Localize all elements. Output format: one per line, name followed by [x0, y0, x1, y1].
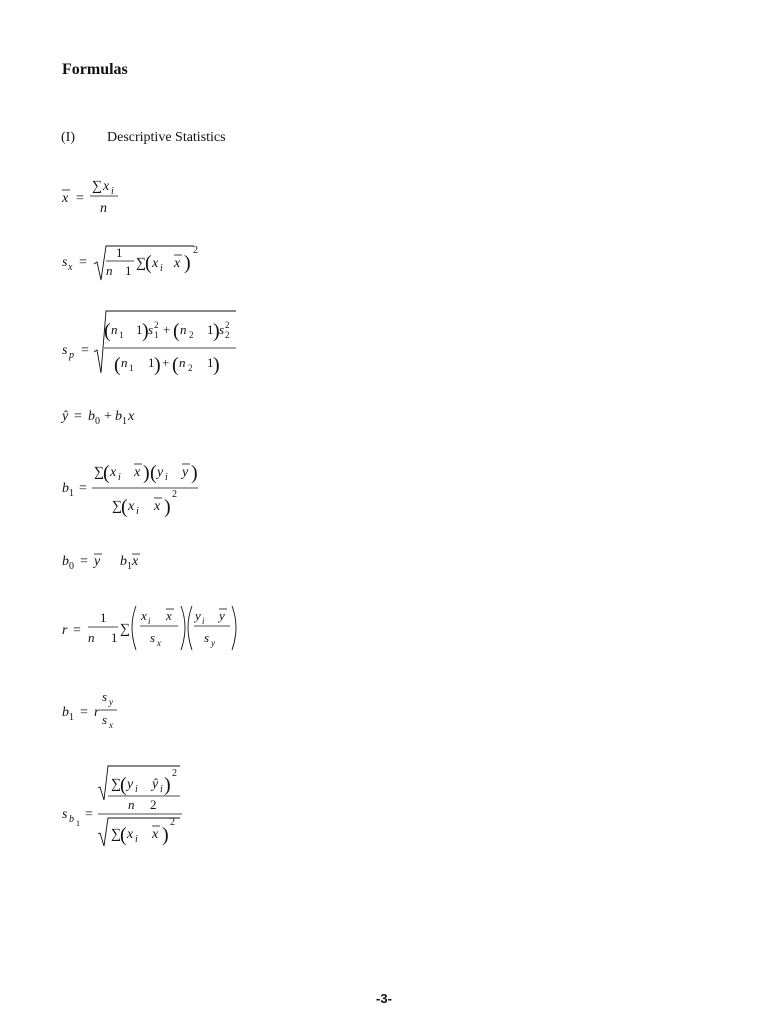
svg-text:r: r	[94, 705, 100, 720]
formula-regression-line	[54, 400, 174, 430]
svg-text:=: =	[73, 623, 81, 638]
svg-text:x: x	[128, 409, 135, 424]
svg-text:y: y	[157, 465, 164, 480]
svg-text:+: +	[163, 322, 171, 337]
svg-text:2: 2	[172, 768, 177, 779]
svg-text:y: y	[211, 638, 215, 648]
svg-text:s: s	[150, 630, 156, 645]
svg-text:(: (	[173, 320, 180, 342]
svg-text:2: 2	[154, 320, 159, 330]
svg-text:(: (	[104, 320, 111, 342]
svg-text:2: 2	[193, 245, 198, 256]
svg-text:∑: ∑	[120, 622, 130, 637]
svg-text:): )	[213, 354, 220, 376]
svg-text:(: (	[114, 354, 121, 376]
svg-text:y: y	[109, 697, 113, 707]
svg-text:): )	[162, 824, 169, 846]
svg-text:(: (	[121, 496, 128, 518]
svg-text:2: 2	[170, 817, 175, 828]
svg-text:1: 1	[111, 630, 118, 645]
svg-text:x: x	[154, 499, 161, 514]
svg-text:=: =	[80, 705, 88, 720]
svg-text:∑: ∑	[111, 827, 121, 842]
svg-text:b: b	[62, 481, 69, 496]
svg-text:b: b	[120, 554, 127, 569]
svg-text:x: x	[166, 608, 172, 623]
svg-text:1: 1	[122, 416, 127, 427]
svg-text:b: b	[115, 409, 122, 424]
svg-text:i: i	[160, 263, 163, 274]
svg-text:x: x	[132, 554, 139, 569]
svg-text:): )	[142, 320, 149, 342]
svg-text:x: x	[68, 262, 73, 273]
svg-text:): )	[143, 462, 150, 484]
svg-text:0: 0	[69, 561, 74, 572]
svg-text:y: y	[195, 608, 201, 623]
svg-text:): )	[164, 496, 171, 518]
svg-text:n: n	[88, 630, 95, 645]
svg-text:): )	[213, 320, 220, 342]
svg-text:=: =	[79, 255, 87, 270]
formula-mean	[54, 170, 174, 220]
svg-text:x: x	[110, 465, 117, 480]
formula-slope	[54, 454, 214, 524]
svg-text:x: x	[103, 179, 110, 194]
svg-text:1: 1	[119, 330, 124, 340]
formula-intercept	[54, 546, 174, 576]
svg-text:ŷ: ŷ	[62, 409, 69, 424]
svg-text:2: 2	[172, 489, 177, 500]
svg-text:s: s	[102, 689, 108, 704]
svg-text:s: s	[219, 322, 225, 337]
svg-text:n: n	[111, 322, 118, 337]
svg-text:+: +	[104, 409, 112, 424]
svg-text:(: (	[145, 252, 152, 274]
svg-text:b: b	[62, 554, 69, 569]
svg-text:): )	[164, 774, 171, 796]
svg-text:x: x	[127, 827, 134, 842]
svg-text:): )	[191, 462, 198, 484]
svg-text:x: x	[157, 638, 161, 648]
svg-text:1: 1	[100, 610, 107, 625]
svg-text:1: 1	[129, 363, 134, 373]
svg-text:i: i	[135, 784, 138, 795]
svg-text:s: s	[62, 255, 68, 270]
svg-text:y: y	[182, 465, 189, 480]
svg-text:n: n	[100, 201, 107, 216]
svg-text:b: b	[62, 705, 69, 720]
svg-text:1: 1	[116, 245, 123, 260]
svg-text:0: 0	[95, 416, 100, 427]
svg-text:y: y	[127, 777, 134, 792]
svg-text:s: s	[204, 630, 210, 645]
svg-text:1: 1	[207, 322, 214, 337]
svg-text:=: =	[81, 343, 89, 358]
svg-text:n: n	[121, 355, 128, 370]
svg-text:x: x	[152, 827, 159, 842]
svg-text:1: 1	[148, 355, 155, 370]
svg-text:): )	[154, 354, 161, 376]
svg-text:n: n	[180, 322, 187, 337]
svg-text:∑: ∑	[92, 179, 102, 194]
svg-text:∑: ∑	[94, 465, 104, 480]
svg-text:(: (	[172, 354, 179, 376]
formula-pooled-standard-deviation	[54, 305, 254, 385]
formula-standard-error-of-slope	[54, 758, 234, 858]
svg-text:1: 1	[69, 712, 74, 723]
svg-text:i: i	[160, 784, 163, 795]
svg-text:1: 1	[127, 561, 132, 572]
svg-text:2: 2	[225, 330, 230, 340]
svg-text:i: i	[111, 186, 114, 197]
svg-text:x: x	[128, 499, 135, 514]
svg-text:∑: ∑	[111, 777, 121, 792]
formula-correlation	[54, 600, 254, 660]
svg-text:): )	[184, 252, 191, 274]
svg-text:x: x	[134, 465, 141, 480]
svg-text:(: (	[150, 462, 157, 484]
svg-text:=: =	[80, 554, 88, 569]
svg-text:y: y	[94, 554, 101, 569]
svg-text:+: +	[162, 355, 170, 370]
svg-text:x: x	[62, 191, 69, 206]
svg-text:1: 1	[69, 488, 74, 499]
svg-text:1: 1	[154, 330, 159, 340]
svg-text:n: n	[128, 797, 135, 812]
svg-text:2: 2	[225, 320, 230, 330]
svg-text:(: (	[120, 824, 127, 846]
svg-text:=: =	[79, 481, 87, 496]
svg-text:=: =	[74, 409, 82, 424]
svg-text:ŷ: ŷ	[152, 777, 159, 792]
svg-text:1: 1	[207, 355, 214, 370]
svg-text:∑: ∑	[136, 256, 146, 271]
svg-text:i: i	[118, 472, 121, 483]
svg-text:p: p	[69, 350, 74, 361]
formula-standard-deviation	[54, 236, 224, 286]
svg-text:(: (	[103, 462, 110, 484]
svg-text:y: y	[219, 608, 225, 623]
svg-text:x: x	[152, 256, 159, 271]
svg-text:s: s	[62, 807, 68, 822]
svg-text:x: x	[141, 608, 147, 623]
page-title: Formulas	[62, 61, 128, 78]
svg-text:=: =	[85, 807, 93, 822]
svg-text:2: 2	[189, 330, 194, 340]
svg-text:i: i	[202, 616, 205, 626]
svg-text:s: s	[102, 712, 108, 727]
formula-slope-from-correlation	[54, 688, 154, 738]
svg-text:2: 2	[188, 363, 193, 373]
svg-text:n: n	[106, 263, 113, 278]
svg-text:2: 2	[150, 797, 157, 812]
svg-text:r: r	[62, 623, 68, 638]
svg-text:=: =	[76, 191, 84, 206]
svg-text:i: i	[165, 472, 168, 483]
svg-text:i: i	[148, 616, 151, 626]
svg-text:∑: ∑	[112, 499, 122, 514]
svg-text:1: 1	[136, 322, 143, 337]
svg-text:s: s	[62, 343, 68, 358]
svg-text:x: x	[109, 720, 113, 730]
page-number: -3-	[376, 991, 392, 1006]
svg-text:i: i	[135, 834, 138, 845]
svg-text:(: (	[120, 774, 127, 796]
svg-text:b: b	[69, 814, 74, 825]
svg-text:n: n	[179, 355, 186, 370]
svg-text:b: b	[88, 409, 95, 424]
svg-text:x: x	[174, 256, 181, 271]
svg-text:s: s	[148, 322, 154, 337]
svg-text:i: i	[136, 506, 139, 517]
svg-text:1: 1	[125, 263, 132, 278]
section-label: Descriptive Statistics	[107, 130, 226, 145]
section-number: (I)	[61, 130, 75, 145]
svg-text:1: 1	[76, 819, 80, 828]
